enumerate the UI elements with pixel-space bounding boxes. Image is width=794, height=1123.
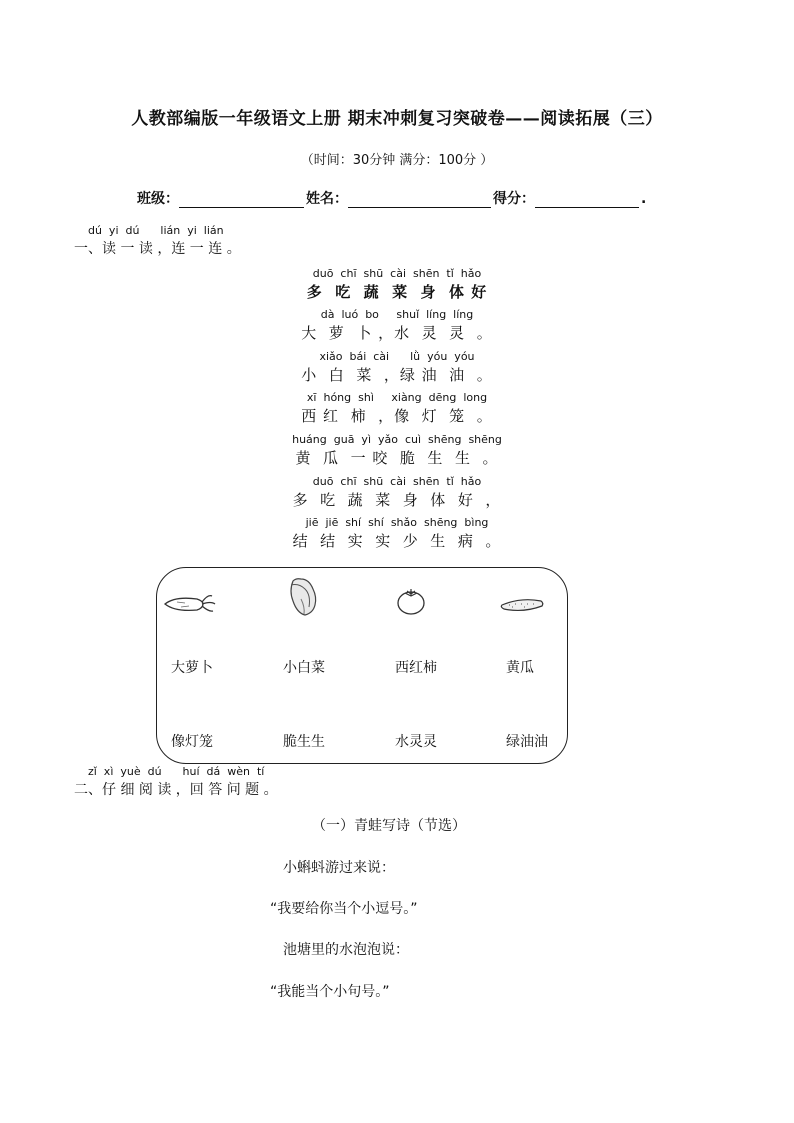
poem-line-3-pinyin: xiǎo bái cài lǜ yóu yóu (319, 350, 475, 363)
radish-icon[interactable] (163, 590, 217, 618)
match-name-2[interactable]: 小白菜 (283, 660, 325, 676)
poem-line-4-hanzi: 西 红 柿 ，像 灯 笼 。 (301, 407, 493, 425)
match-desc-3[interactable]: 水灵灵 (395, 734, 437, 750)
poem-line-7-pinyin: jiē jiē shí shí shǎo shēng bìng (305, 516, 489, 529)
passage-line-3: 池塘里的水泡泡说： (283, 942, 409, 958)
time-score-info: （时间：30分钟 满分：100分 ） (300, 153, 494, 168)
poem-line-6-hanzi: 多 吃 蔬 菜 身 体 好 ， (292, 491, 502, 509)
poem-line-3-hanzi: 小 白 菜 ，绿 油 油 。 (301, 366, 493, 384)
poem-line-1-pinyin: duō chī shū cài shēn tǐ hǎo (312, 267, 482, 280)
match-name-1[interactable]: 大萝卜 (171, 660, 213, 676)
match-name-3[interactable]: 西红柿 (395, 660, 437, 676)
poem-line-4-pinyin: xī hóng shì xiàng dēng long (306, 391, 488, 404)
match-desc-2[interactable]: 脆生生 (283, 734, 325, 750)
name-label: 姓名： (306, 191, 348, 207)
passage-line-4: “我能当个小句号。” (270, 984, 390, 1000)
poem-line-6-pinyin: duō chī shū cài shēn tǐ hǎo (312, 475, 482, 488)
match-desc-1[interactable]: 像灯笼 (171, 734, 213, 750)
poem-line-1-hanzi: 多 吃 蔬 菜 身 体 好 (306, 283, 488, 301)
page-title: 人教部编版一年级语文上册 期末冲刺复习突破卷——阅读拓展（三） (131, 109, 663, 129)
match-desc-4[interactable]: 绿油油 (506, 734, 548, 750)
cabbage-icon[interactable] (287, 577, 321, 617)
poem-line-2-hanzi: 大 萝 卜 ，水 灵 灵 。 (301, 324, 493, 342)
match-name-4[interactable]: 黄瓜 (506, 660, 534, 676)
passage-subtitle: （一）青蛙写诗（节选） (312, 818, 466, 834)
poem-line-5-pinyin: huáng guā yì yǎo cuì shēng shēng (292, 433, 502, 446)
passage-line-1: 小蝌蚪游过来说： (283, 860, 395, 876)
section2-pinyin: zǐ xì yuè dú huí dá wèn tí (74, 765, 265, 778)
poem-line-7-hanzi: 结 结 实 实 少 生 病 。 (292, 532, 502, 550)
class-label: 班级： (137, 191, 179, 207)
tomato-icon[interactable] (394, 585, 428, 617)
passage-line-2: “我要给你当个小逗号。” (270, 901, 418, 917)
score-label: 得分： (493, 191, 535, 207)
section1-pinyin: dú yi dú lián yi lián (74, 224, 224, 237)
score-input-line[interactable] (535, 193, 639, 208)
poem-line-5-hanzi: 黄 瓜 一 咬 脆 生 生 。 (295, 449, 499, 467)
section2-heading: 二、仔 细 阅 读 ，回 答 问 题 。 (74, 782, 278, 798)
cucumber-icon[interactable] (499, 595, 545, 617)
end-mark: . (641, 191, 647, 207)
class-input-line[interactable] (179, 193, 304, 208)
student-info-fields (137, 188, 646, 208)
section1-heading: 一、读 一 读 ，连 一 连 。 (74, 241, 241, 257)
poem-line-2-pinyin: dà luó bo shuǐ líng líng (320, 308, 474, 321)
name-input-line[interactable] (348, 193, 491, 208)
